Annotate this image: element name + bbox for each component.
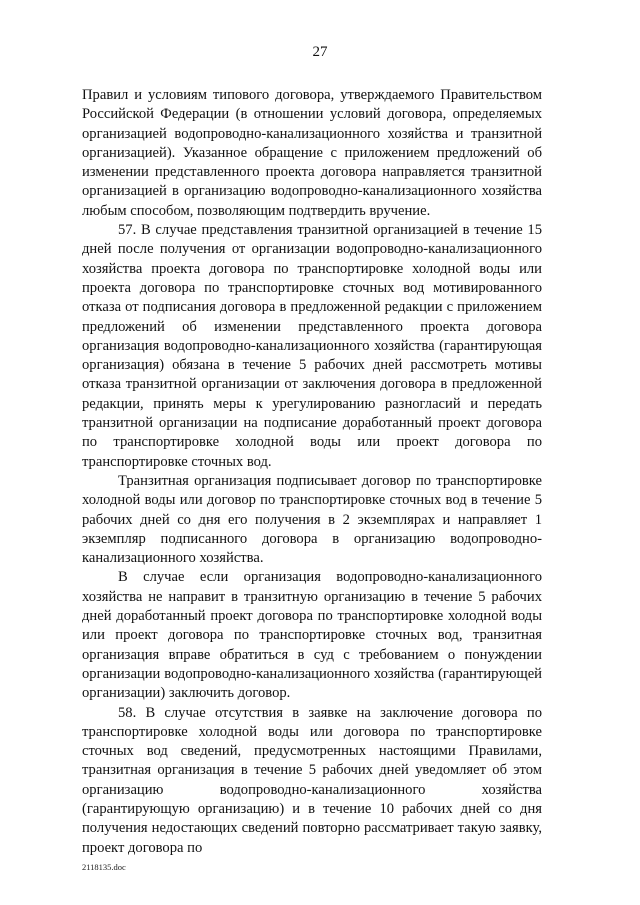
footer-filename: 2118135.doc bbox=[82, 862, 126, 872]
paragraph-court-claim: В случае если организация водопроводно-канализационного хозяйства не направит в транзитную организацию в течение 5 рабочих дней доработанный проект договора по транспортировке холодной воды или проект договора по транспортировке сточных вод, транзитная организация вправе обратиться в суд с требованием о понуждении организации водопроводно-канализационного хозяйства (гарантирующей организации) заключить договор. bbox=[82, 569, 542, 702]
paragraph-clause-58: 58. В случае отсутствия в заявке на заключение договора по транспортировке холодной воды или договора по транспортировке сточных вод сведений, предусмотренных настоящими Правилами, транзитная организация в течение 5 рабочих дней уведомляет об этом организацию водопроводно-канализационного хозяйства (гарантирующую организацию) и в течение 10 рабочих дней со дня получения недостающих сведений повторно рассматривает такую заявку, проект договора по bbox=[82, 704, 542, 856]
paragraph-clause-57: 57. В случае представления транзитной организацией в течение 15 дней после получения от организации водопроводно-канализационного хозяйства проекта договора по транспортировке холодной воды или проекта договора по транспортировке сточных вод мотивированного отказа от подписания договора в предложенной редакции с приложением предложений об изменении представленного проекта договора организация водопроводно-канализационного хозяйства (гарантирующая организация) обязана в течение 5 рабочих дней рассмотреть мотивы отказа транзитной организации от заключения договора в предложенной редакции, принять меры к урегулированию разногласий и передать транзитной организации на подписание доработанный проект договора по транспортировке холодной воды или проект договора по транспортировке сточных вод. bbox=[82, 222, 542, 470]
paragraph-transit-signing: Транзитная организация подписывает договор по транспортировке холодной воды или договор по транспортировке сточных вод в течение 5 рабочих дней со дня его получения в 2 экземплярах и направляет 1 экземпляр подписанного договора в организацию водопроводно-канализационного хозяйства. bbox=[82, 472, 542, 567]
page-number: 27 bbox=[312, 44, 328, 60]
body-text bbox=[82, 86, 542, 858]
paragraph-continuation: Правил и условиям типового договора, утверждаемого Правительством Российской Федерации (в отношении условий договора, определяемых организацией водопроводно-канализационного хозяйства и транзитной организацией). Указанное обращение с приложением предложений об изменении представленного проекта договора направляется транзитной организацией в организацию водопроводно-канализационного хозяйства любым способом, позволяющим подтвердить вручение. bbox=[82, 87, 542, 219]
